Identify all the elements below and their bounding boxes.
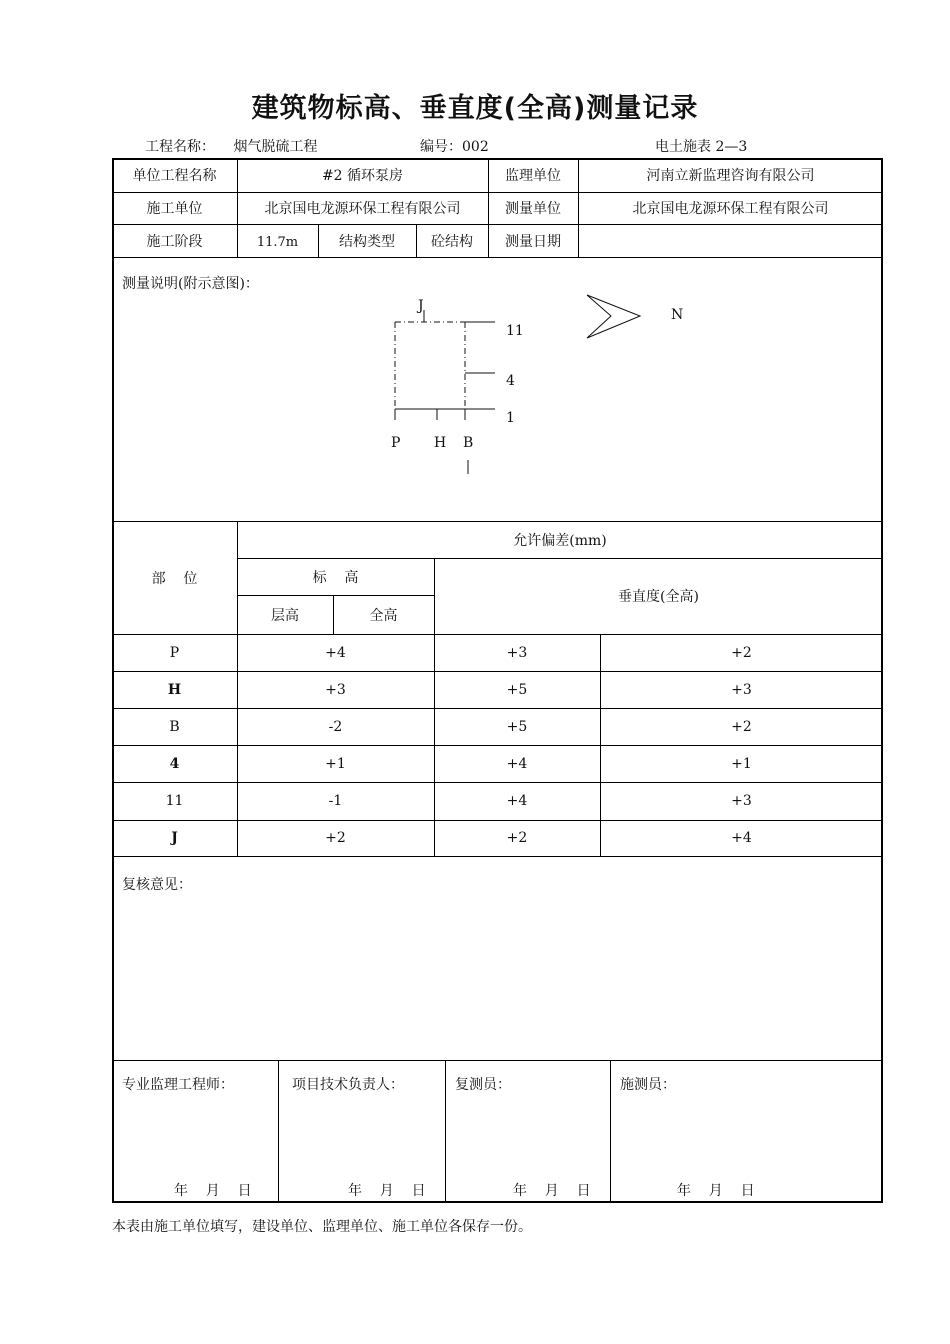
tech-lead-signature-date: 年 月 日 (348, 1183, 426, 1199)
row-floor: +1 (325, 755, 346, 772)
row-floor: -1 (328, 793, 343, 809)
floor-height-header: 层高 (271, 607, 299, 624)
diagram-label: 测量说明(附示意图)： (122, 276, 259, 292)
row-part: B (169, 718, 180, 735)
unit-project-label: 单位工程名称 (132, 168, 217, 184)
row-vertical: +2 (731, 644, 752, 661)
axis-label-p: P (391, 435, 401, 451)
survey-unit-value: 北京国电龙源环保工程有限公司 (632, 201, 829, 217)
rechecker-signature-label: 复测员： (455, 1077, 511, 1093)
row-total: +2 (506, 830, 528, 846)
row-floor: +3 (325, 681, 346, 698)
row-total: +4 (506, 793, 528, 809)
tech-lead-signature-label: 项目技术负责人： (292, 1077, 404, 1093)
row-vertical: +1 (731, 755, 752, 772)
row-total: +4 (506, 755, 528, 772)
unit-project-value: #2 循环泵房 (321, 168, 404, 184)
surveyor-signature-label: 施测员： (620, 1077, 676, 1093)
number-value: 002 (462, 139, 489, 155)
supervisor-signature-label: 专业监理工程师： (122, 1077, 234, 1093)
rechecker-signature-date: 年 月 日 (513, 1183, 591, 1199)
supervisor-signature-date: 年 月 日 (174, 1183, 252, 1199)
surveyor-signature-date: 年 月 日 (677, 1183, 755, 1199)
stage-label: 施工阶段 (146, 233, 203, 250)
row-floor: +4 (325, 644, 346, 661)
stage-value: 11.7m (256, 235, 299, 250)
row-label-1: 1 (506, 410, 515, 426)
review-label: 复核意见： (122, 877, 192, 893)
project-label: 工程名称： (145, 139, 215, 155)
row-total: +3 (506, 644, 528, 661)
number-label: 编号： (420, 139, 462, 155)
layout-sketch (0, 0, 950, 521)
row-floor: -2 (328, 718, 343, 735)
row-part: J (171, 830, 178, 846)
row-part: 11 (165, 793, 184, 809)
construction-label: 施工单位 (146, 201, 203, 217)
verticality-header: 垂直度(全高) (618, 589, 699, 605)
allowed-deviation-header: 允许偏差(mm) (513, 532, 607, 549)
row-total: +5 (506, 681, 528, 698)
construction-value: 北京国电龙源环保工程有限公司 (264, 201, 461, 217)
axis-label-j: J (418, 298, 424, 314)
part-header: 部 位 (151, 570, 198, 587)
row-label-4: 4 (506, 373, 515, 389)
survey-unit-label: 测量单位 (505, 201, 561, 217)
elevation-header: 标 高 (312, 569, 359, 586)
row-vertical: +4 (731, 830, 752, 846)
row-part: P (169, 644, 180, 661)
row-vertical: +2 (731, 718, 752, 735)
supervision-label: 监理单位 (505, 168, 561, 184)
project-name: 烟气脱硫工程 (233, 139, 318, 155)
date-label: 测量日期 (505, 233, 561, 250)
form-code: 电土施表 2—3 (655, 139, 748, 155)
row-vertical: +3 (731, 681, 752, 698)
footnote: 本表由施工单位填写，建设单位、监理单位、施工单位各保存一份。 (112, 1219, 532, 1235)
north-label: N (671, 307, 684, 323)
supervision-value: 河南立新监理咨询有限公司 (646, 168, 815, 184)
page-title: 建筑物标高、垂直度(全高)测量记录 (251, 93, 699, 124)
axis-label-b: B (463, 435, 474, 451)
axis-label-h: H (434, 435, 447, 451)
row-floor: +2 (325, 830, 346, 846)
structure-value: 砼结构 (431, 233, 473, 250)
row-total: +5 (506, 718, 528, 735)
structure-label: 结构类型 (339, 233, 395, 250)
row-part: 4 (169, 755, 180, 772)
row-label-11: 11 (506, 323, 524, 339)
total-height-header: 全高 (369, 607, 398, 624)
row-part: H (167, 681, 182, 698)
row-vertical: +3 (731, 793, 752, 809)
